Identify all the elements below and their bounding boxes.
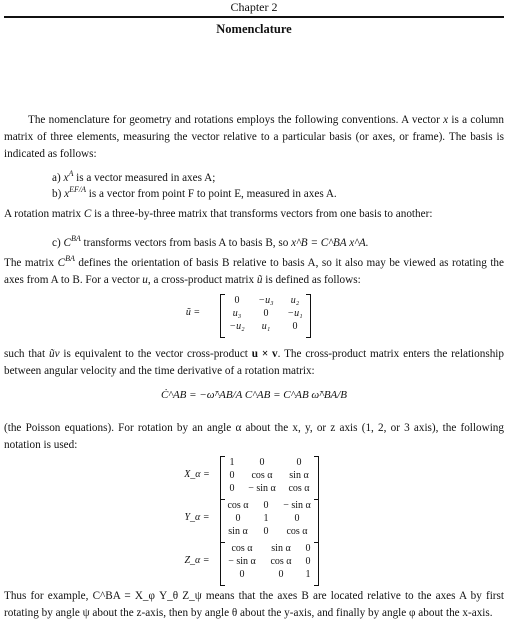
list-b-prefix: b) — [52, 188, 65, 200]
matrix-cell: 0 — [229, 470, 235, 481]
matrix-cell: u₂ — [290, 295, 300, 306]
cross-var-utilde: ũ — [256, 274, 263, 286]
list-c-text: transforms vectors from basis A to basis B, so — [80, 237, 292, 249]
list-b-var: x — [64, 188, 70, 200]
matrix-cell: 0 — [294, 513, 300, 524]
rotation-text-a: A rotation matrix — [4, 208, 84, 220]
cross-var-u: u — [142, 274, 148, 286]
intro-text-b: is a column matrix of three elements, measuring the vector relative to a particular basis (or axes, or frame). The basis is indicated as follows: — [4, 114, 504, 160]
matrix-cell: 0 — [229, 483, 235, 494]
matrix-cell: 0 — [259, 457, 265, 468]
matrix-cell: u₁ — [261, 321, 271, 332]
rotation-text-b: is a three-by-three matrix that transforms vectors from one basis to another: — [91, 208, 433, 220]
cross-paragraph — [4, 250, 504, 289]
closing-paragraph — [4, 588, 504, 622]
intro-text-a: The nomenclature for geometry and rotations employs the following conventions. A vector — [28, 114, 444, 126]
list-item-c — [52, 230, 502, 252]
matrix-cell: 0 — [263, 308, 269, 319]
matrix-cell: cos α — [286, 526, 308, 537]
cross-text-c: , a cross-product matrix — [147, 274, 257, 286]
matrix-cell: − sin α — [228, 556, 256, 567]
list-c-prefix: c) — [52, 237, 64, 249]
matrix-cell: −u₁ — [287, 308, 303, 319]
list-a-prefix: a) — [52, 172, 64, 184]
matrix-cell: 1 — [263, 513, 269, 524]
z-matrix-lhs: Z_α = — [184, 555, 210, 566]
matrix-cell: 0 — [235, 513, 241, 524]
matrix-cell: sin α — [228, 526, 248, 537]
cross-var: C — [57, 257, 66, 269]
cross-text-a: The matrix — [4, 257, 58, 269]
matrix-cell: 0 — [292, 321, 298, 332]
list-item-b — [52, 181, 502, 203]
matrix-cell: 0 — [296, 457, 302, 468]
list-a-var: x — [63, 172, 69, 184]
cross-sup: BA — [65, 254, 75, 263]
poisson-text: (the Poisson equations). For rotation by an angle α about the x, y, or z axis (1, 2, or 3 axis), the following notation is used: — [4, 422, 504, 451]
matrix-cell: u₃ — [232, 308, 242, 319]
z-rotation-matrix — [178, 540, 348, 586]
cross-product-paragraph — [4, 346, 504, 380]
list-c-var: C — [63, 237, 71, 249]
matrix-cell: 0 — [263, 526, 269, 537]
matrix-cell: 1 — [305, 569, 311, 580]
matrix-cell: sin α — [271, 543, 291, 554]
matrix-cell: sin α — [289, 470, 309, 481]
matrix-cell: 0 — [239, 569, 245, 580]
matrix-cell: 0 — [305, 556, 311, 567]
list-b-sup: EF/A — [69, 185, 86, 194]
after-u-bold: u × v — [251, 348, 278, 360]
matrix-cell: 0 — [234, 295, 240, 306]
list-a-text: is a vector measured in axes A; — [73, 172, 216, 184]
after-u-var: ũv — [48, 348, 60, 360]
matrix-cell: cos α — [270, 556, 292, 567]
x-rotation-matrix — [178, 454, 348, 500]
poisson-paragraph — [4, 420, 504, 454]
matrix-lhs: ũ = — [185, 307, 201, 318]
list-b-text: is a vector from point F to point E, measured in axes A. — [85, 188, 337, 200]
rotation-paragraph — [4, 206, 504, 223]
page-title: Nomenclature — [216, 22, 292, 36]
cross-text-d: is defined as follows: — [262, 274, 361, 286]
matrix-cell: −u₂ — [229, 321, 245, 332]
y-rotation-matrix — [178, 497, 348, 543]
matrix-cell: −u₃ — [258, 295, 274, 306]
matrix-cell: cos α — [231, 543, 253, 554]
list-c-equation: x^B = C^BA x^A. — [291, 237, 369, 249]
intro-paragraph — [4, 112, 504, 163]
matrix-cell: cos α — [227, 500, 249, 511]
y-matrix-lhs: Y_α = — [184, 512, 210, 523]
matrix-cell: 0 — [278, 569, 284, 580]
after-u-text-c: . The cross-product matrix enters the relationship between angular velocity and the time derivative of a rotation matrix: — [4, 348, 504, 377]
poisson-equation: Ċ^AB = −ω̃^AB/A C^AB = C^AB ω̃^BA/B — [160, 389, 348, 401]
after-u-text-b: is equivalent to the vector cross-product — [59, 348, 252, 360]
rotation-var-c: C — [83, 208, 92, 220]
list-c-sup: BA — [70, 234, 81, 243]
cross-text-b: defines the orientation of basis B relative to basis A, so it also may be viewed as rotating the axes from A to B. For a vector — [4, 257, 504, 286]
list-a-sup: A — [68, 169, 74, 178]
intro-var-x: x — [443, 114, 449, 126]
header-rule — [4, 16, 504, 18]
matrix-cell: 0 — [263, 500, 269, 511]
closing-text: Thus for example, C^BA = X_φ Y_θ Z_ψ means that the axes B are located relative to the axes A by first rotating by angle ψ about the z-axis, then by angle θ about the y-axis, and finally by angle φ about the x-axis. — [4, 590, 504, 619]
cross-product-matrix — [178, 292, 338, 338]
matrix-cell: − sin α — [248, 483, 276, 494]
after-u-text-a: such that — [4, 348, 49, 360]
matrix-cell: 1 — [229, 457, 235, 468]
matrix-cell: cos α — [288, 483, 310, 494]
chapter-label: Chapter 2 — [230, 0, 278, 14]
matrix-cell: 0 — [305, 543, 311, 554]
x-matrix-lhs: X_α = — [184, 469, 210, 480]
matrix-cell: cos α — [251, 470, 273, 481]
matrix-cell: − sin α — [283, 500, 311, 511]
